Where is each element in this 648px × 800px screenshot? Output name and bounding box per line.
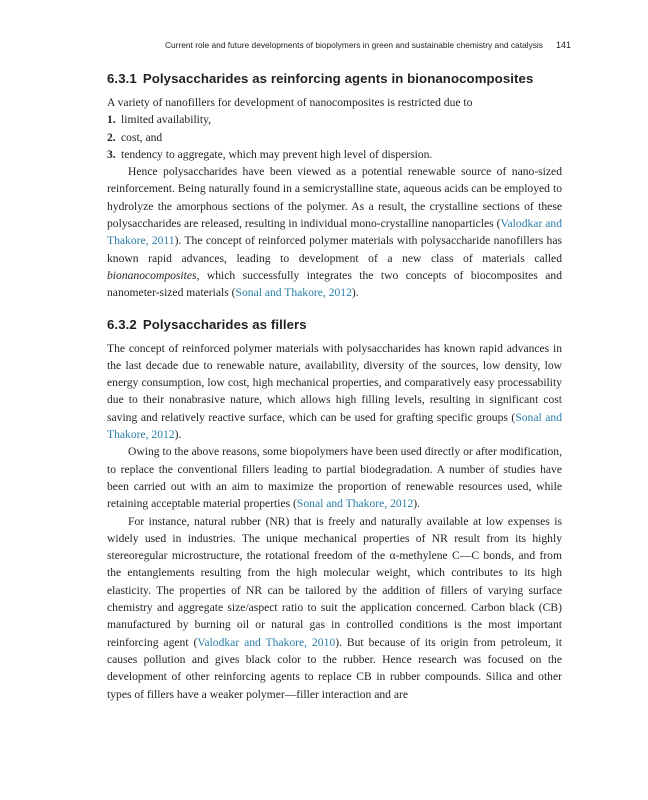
text-run: ). [174, 428, 182, 442]
section-number: 6.3.2 [107, 316, 137, 332]
text-run: ). But because of its origin from petroleum, it causes pollution and gives black color to the rubber. Hence research was focused on the development of other reinforcing agents to replace CB in rubber compounds. Silica and other types of fillers have a weaker polymer—filler interaction and are [107, 635, 562, 701]
list-item [107, 129, 562, 146]
paragraph [107, 443, 562, 512]
section-number: 6.3.1 [107, 71, 137, 86]
section-heading [107, 70, 562, 88]
paragraph [107, 163, 562, 301]
list-item [107, 111, 562, 128]
citation-link[interactable]: Sonal and Thakore, 2012 [107, 410, 562, 442]
text-run: The concept of reinforced polymer materials with polysaccharides has known rapid advances in the last decade due to renewable nature, availability, diversity of the sources, low density, low energy consumption, low cost, high mechanical properties, and comparatively easy processability due to their nonabrasive nature, which allows high filling levels, resulting in significant cost saving and relatively reactive surface, which can be used for grafting specific groups ( [107, 341, 562, 424]
text-run: ). [413, 497, 421, 511]
text-run: ). The concept of reinforced polymer materials with polysaccharide nanofillers has known rapid advances, leading to development of a new class of materials called [107, 234, 562, 265]
list-item [107, 146, 562, 163]
list-text: tendency to aggregate, which may prevent high level of dispersion. [121, 147, 433, 161]
citation-link[interactable]: Valodkar and Thakore, 2010 [197, 635, 336, 649]
text-run: For instance, natural rubber (NR) that is freely and naturally available at low expenses is widely used in industries. The unique mechanical properties of NR result from its highly stereoregular microstructure, the rotational freedom of the α-methylene C—C bonds, and from the entanglements resulting from the high molecular weight, which contributes to its high elasticity. The properties of NR can be tailored by the addition of fillers of varying surface chemistry and aggregate size/aspect ratio to suit the application concerned. Carbon black (CB) manufactured by burning oil or natural gas in controlled conditions is the most important reinforcing agent ( [107, 514, 562, 649]
numbered-list [107, 111, 562, 163]
page-number: 141 [555, 40, 571, 50]
emphasis-term: bionanocomposites [107, 268, 197, 282]
list-text: limited availability, [121, 113, 212, 127]
text-run: Hence polysaccharides have been viewed as a potential renewable source of nano-sized reinforcement. Being naturally found in a semicrystalline state, aqueous acids can be employed to hydrolyze the amorphous sections of the polymer. As a result, the crystalline sections of these polysaccharides are released, resulting in individual mono-crystalline nanoparticles ( [107, 165, 562, 231]
list-text: cost, and [121, 130, 163, 144]
page-body [107, 70, 562, 703]
running-header [107, 40, 571, 50]
list-number: 2. [107, 130, 116, 144]
paragraph [107, 340, 562, 444]
paragraph: A variety of nanofillers for development of nanocomposites is restricted due to [107, 96, 473, 109]
section-title: Polysaccharides as reinforcing agents in bionanocomposites [142, 71, 534, 86]
section-heading [107, 316, 562, 334]
section-title: Polysaccharides as fillers [142, 316, 307, 332]
running-title: Current role and future developments of biopolymers in green and sustainable chemistry and catalysis [164, 40, 543, 50]
text-run: ). [351, 286, 359, 300]
list-number: 3. [107, 147, 116, 161]
list-number: 1. [107, 113, 116, 127]
citation-link[interactable]: Sonal and Thakore, 2012 [296, 497, 414, 511]
paragraph [107, 513, 562, 703]
text-run: , which successfully integrates the two concepts of biocomposites and nanometer-sized materials ( [107, 268, 562, 300]
citation-link[interactable]: Valodkar and Thakore, 2011 [107, 217, 562, 248]
citation-link[interactable]: Sonal and Thakore, 2012 [235, 286, 352, 300]
text-run: Owing to the above reasons, some biopolymers have been used directly or after modification, to replace the conventional fillers leading to partial biodegradation. A number of studies have been carried out with an aim to maximize the proportion of renewable resources used, while retaining acceptable material properties ( [107, 445, 562, 511]
